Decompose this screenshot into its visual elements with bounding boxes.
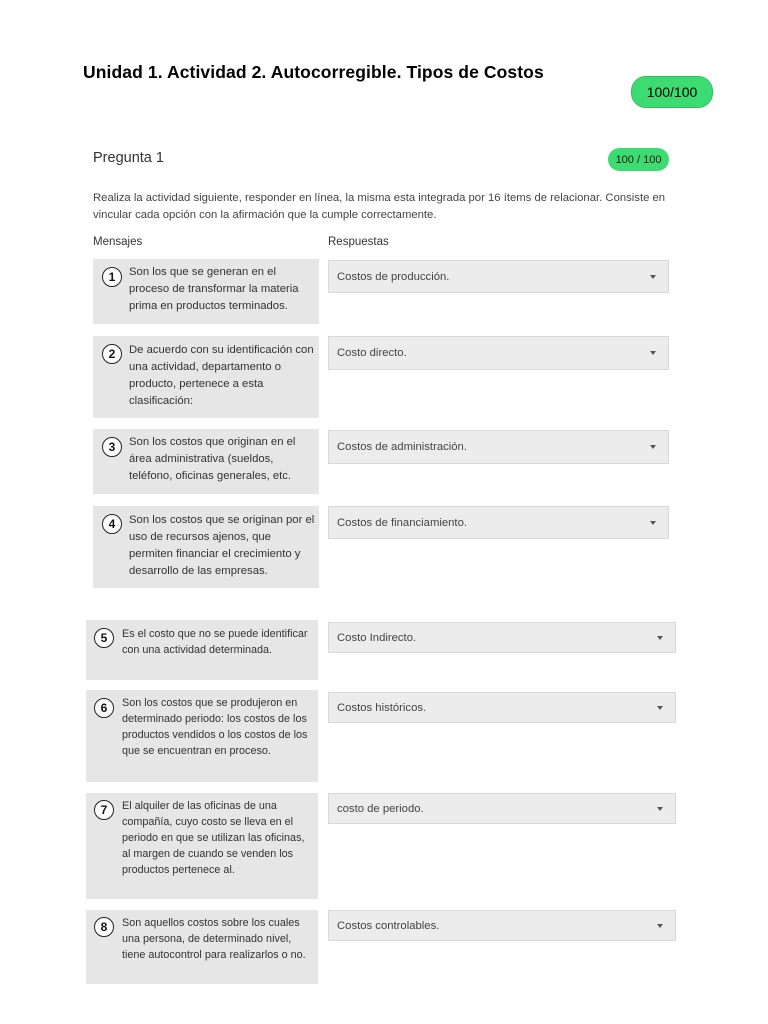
message-text-4: Son los costos que se originan por el uso de recursos ajenos, que permiten financiar el crecimiento y desarrollo de las empresas.	[129, 514, 315, 577]
message-text-6: Son los costos que se produjeron en determinado periodo: los costos de los productos vendidos o los costos de los que se encuentran en proceso.	[122, 697, 308, 757]
answer-select-8[interactable]	[328, 910, 676, 941]
answer-select-6[interactable]	[328, 692, 676, 723]
message-text-7: El alquiler de las oficinas de una compañía, cuyo costo se lleva en el periodo en que se utilizan las oficinas, al margen de cuando se venden los productos pertenece al.	[122, 800, 305, 876]
message-card-1	[93, 259, 319, 324]
message-card-4	[93, 506, 319, 588]
answer-value-8: Costos controlables.	[337, 919, 440, 932]
message-card-5	[86, 620, 318, 680]
item-number-4: 4	[102, 514, 122, 534]
answer-value-5: Costo Indirecto.	[337, 631, 417, 644]
message-card-6	[86, 690, 318, 782]
question-score-badge: 100 / 100	[608, 148, 669, 171]
answer-value-1: Costos de producción.	[337, 270, 450, 283]
message-text-5: Es el costo que no se puede identificar con una actividad determinada.	[122, 628, 308, 656]
answer-select-5[interactable]	[328, 622, 676, 653]
question-instructions: Realiza la actividad siguiente, responder en línea, la misma esta integrada por 16 ítems de relacionar. Consiste en vincular cada opción con la afirmación que la cumple correctamente.	[93, 192, 666, 221]
message-text-2: De acuerdo con su identificación con una actividad, departamento o producto, pertenece a esta clasificación:	[129, 344, 314, 407]
dropdown-caret-icon	[650, 275, 656, 279]
item-number-3: 3	[102, 437, 122, 457]
item-number-6: 6	[94, 698, 114, 718]
message-text-3: Son los costos que originan en el área administrativa (sueldos, teléfono, oficinas generales, etc.	[129, 436, 296, 482]
dropdown-caret-icon	[650, 521, 656, 525]
document-title: Unidad 1. Actividad 2. Autocorregible. Tipos de Costos	[83, 62, 544, 82]
answer-value-6: Costos históricos.	[337, 701, 427, 714]
dropdown-caret-icon	[657, 807, 663, 811]
answer-select-2[interactable]	[328, 336, 669, 370]
answer-value-4: Costos de financiamiento.	[337, 516, 467, 529]
item-number-7: 7	[94, 800, 114, 820]
item-number-1: 1	[102, 267, 122, 287]
column-header-answers: Respuestas	[328, 236, 389, 248]
column-header-messages: Mensajes	[93, 236, 143, 248]
answer-select-1[interactable]	[328, 260, 669, 293]
message-text-8: Son aquellos costos sobre los cuales una persona, de determinado nivel, tiene autocontrol para realizarlos o no.	[122, 917, 306, 961]
item-number-8: 8	[94, 917, 114, 937]
dropdown-caret-icon	[657, 924, 663, 928]
document-score-badge: 100/100	[631, 76, 713, 108]
answer-select-4[interactable]	[328, 506, 669, 539]
question-title: Pregunta 1	[93, 150, 164, 166]
message-card-8	[86, 910, 318, 984]
message-text-1: Son los que se generan en el proceso de transformar la materia prima en productos terminados.	[129, 266, 299, 312]
item-number-5: 5	[94, 628, 114, 648]
dropdown-caret-icon	[657, 706, 663, 710]
message-card-3	[93, 429, 319, 494]
answer-value-3: Costos de administración.	[337, 441, 467, 453]
item-number-2: 2	[102, 344, 122, 364]
dropdown-caret-icon	[650, 351, 656, 355]
dropdown-caret-icon	[650, 445, 656, 449]
answer-value-2: Costo directo.	[337, 347, 407, 359]
answer-value-7: costo de periodo.	[337, 802, 424, 815]
dropdown-caret-icon	[657, 636, 663, 640]
message-card-2	[93, 336, 319, 418]
message-card-7	[86, 793, 318, 899]
answer-select-3[interactable]	[328, 430, 669, 464]
answer-select-7[interactable]	[328, 793, 676, 824]
